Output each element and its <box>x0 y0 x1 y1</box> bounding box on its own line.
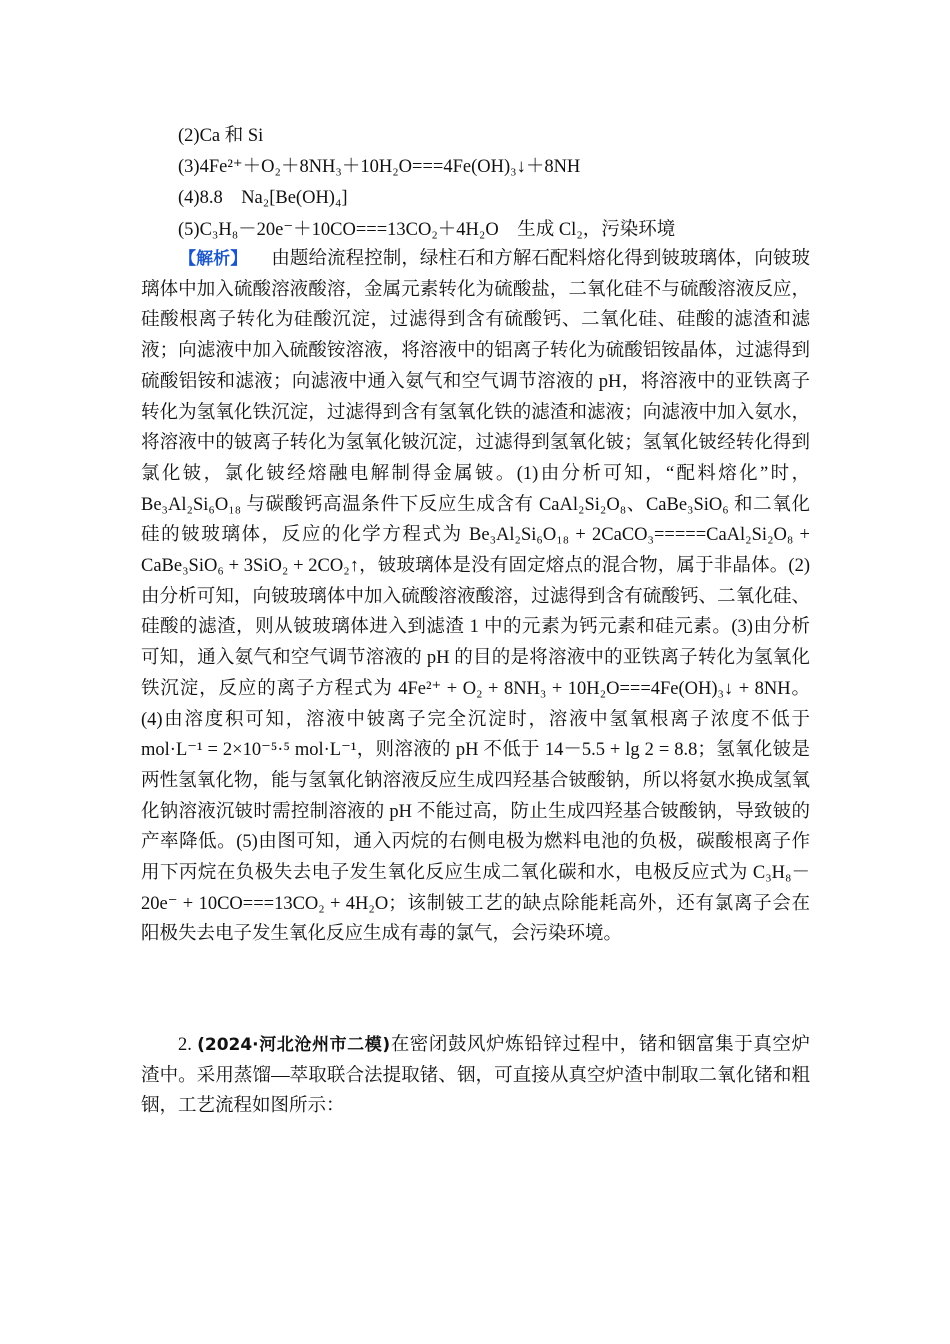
analysis-tag: 【解析】 <box>179 249 248 269</box>
answer-3: (3)4Fe²⁺＋O₂＋8NH₃＋10H₂O===4Fe(OH)₃↓＋8NH <box>178 157 581 177</box>
question-source: (2024·河北沧州市二模) <box>197 1035 391 1055</box>
answer-5: (5)C₃H₈－20e⁻＋10CO===13CO₂＋4H₂O 生成 Cl₂，污染环境 <box>178 220 676 240</box>
analysis-paragraph <box>141 244 810 950</box>
answer-4: (4)8.8 Na₂[Be(OH)₄] <box>178 188 348 208</box>
analysis-text: 由题给流程控制，绿柱石和方解石配料熔化得到铍玻璃体，向铍玻璃体中加入硫酸溶液酸溶，金属元素转化为硫酸盐，二氧化硅不与硫酸溶液反应，硅酸根离子转化为硅酸沉淀，过滤得到含有硫酸钙、二氧化硅、硅酸的滤渣和滤液；向滤液中加入硫酸铵溶液，将溶液中的铝离子转化为硫酸铝铵晶体，过滤得到硫酸铝铵和滤液；向滤液中通入氨气和空气调节溶液的 pH，将溶液中的亚铁离子转化为氢氧化铁沉淀，过滤得到含有氢氧化铁的滤渣和滤液；向滤液中加入氨水，将溶液中的铍离子转化为氢氧化铍沉淀，过滤得到氢氧化铍；氢氧化铍经转化得到氯化铍，氯化铍经熔融电解制得金属铍。(1)由分析可知，“配料熔化”时，Be₃Al₂Si₆O₁₈ 与碳酸钙高温条件下反应生成含有 CaAl₂Si₂O₈、CaBe₃SiO₆ 和二氧化硅的铍玻璃体，反应的化学方程式为 Be₃Al₂Si₆O₁₈ + 2CaCO₃=====CaAl₂Si₂O₈ + CaBe₃SiO₆ + 3SiO₂ + 2CO₂↑，铍玻璃体是没有固定熔点的混合物，属于非晶体。(2)由分析可知，向铍玻璃体中加入硫酸溶液酸溶，过滤得到含有硫酸钙、二氧化硅、硅酸的滤渣，则从铍玻璃体进入到滤渣 1 中的元素为钙元素和硅元素。(3)由分析可知，通入氨气和空气调节溶液的 pH 的目的是将溶液中的亚铁离子转化为氢氧化铁沉淀，反应的离子方程式为 4Fe²⁺ + O₂ + 8NH₃ + 10H₂O===4Fe(OH)₃↓ + 8NH。(4)由溶度积可知，溶液中铍离子完全沉淀时，溶液中氢氧根离子浓度不低于 mol·L⁻¹ = 2×10⁻⁵·⁵ mol·L⁻¹，则溶液的 pH 不低于 14－5.5 + lg 2 = 8.8；氢氧化铍是两性氢氧化物，能与氢氧化钠溶液反应生成四羟基合铍酸钠，所以将氨水换成氢氧化钠溶液沉铍时需控制溶液的 pH 不能过高，防止生成四羟基合铍酸钠，导致铍的产率降低。(5)由图可知，通入丙烷的右侧电极为燃料电池的负极，碳酸根离子作用下丙烷在负极失去电子发生氧化反应生成二氧化碳和水，电极反应式为 C₃H₈－20e⁻ + 10CO===13CO₂ + 4H₂O；该制铍工艺的缺点除能耗高外，还有氯离子会在阳极失去电子发生氧化反应生成有毒的氯气，会污染环境。 <box>141 249 810 945</box>
question-text: 在密闭鼓风炉炼铅锌过程中，锗和铟富集于真空炉渣中。采用蒸馏—萃取联合法提取锗、铟，可直接从真空炉渣中制取二氧化锗和粗铟，工艺流程如图所示： <box>141 1035 811 1117</box>
answer-2: (2)Ca 和 Si <box>178 126 264 146</box>
question-2 <box>141 1030 810 1122</box>
question-number: 2. <box>178 1035 198 1055</box>
